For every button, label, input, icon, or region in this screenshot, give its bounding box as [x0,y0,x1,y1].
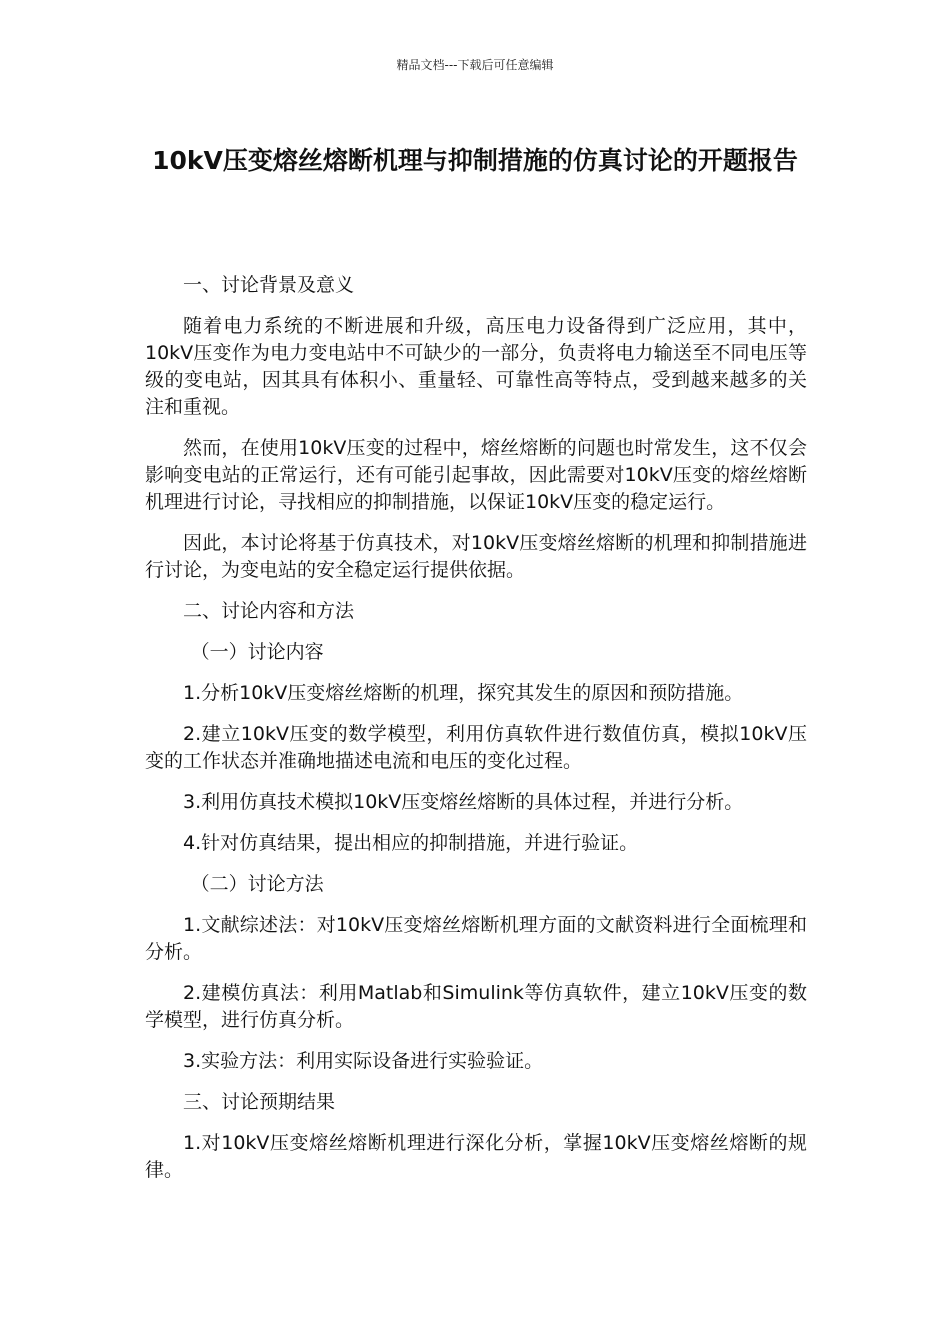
paragraph-background-2: 然而，在使用10kV压变的过程中，熔丝熔断的问题也时常发生，这不仅会影响变电站的正常运行，还有可能引起事故，因此需要对10kV压变的熔丝熔断机理进行讨论，寻找相应的抑制措施，以保证10kV压变的稳定运行。 [145,437,807,513]
method-item-1: 1.文献综述法：对10kV压变熔丝熔断机理方面的文献资料进行全面梳理和分析。 [145,914,807,963]
content-item-4: 4.针对仿真结果，提出相应的抑制措施，并进行验证。 [183,832,639,854]
content-item-1: 1.分析10kV压变熔丝熔断的机理，探究其发生的原因和预防措施。 [183,682,744,704]
section-heading-expected-results: 三、讨论预期结果 [183,1091,336,1113]
section-heading-background: 一、讨论背景及意义 [183,274,355,296]
document-body [145,272,807,1198]
paragraph-background-1: 随着电力系统的不断进展和升级，高压电力设备得到广泛应用，其中，10kV压变作为电力变电站中不可缺少的一部分，负责将电力输送至不同电压等级的变电站，因其具有体积小、重量轻、可靠性高等特点，受到越来越多的关注和重视。 [145,315,807,418]
method-item-3: 3.实验方法：利用实际设备进行实验验证。 [183,1050,544,1072]
subsection-heading-methods: （二）讨论方法 [190,873,324,895]
page-header: 精品文档---下载后可任意编辑 [396,58,554,72]
subsection-heading-content: （一）讨论内容 [190,641,324,663]
content-item-3: 3.利用仿真技术模拟10kV压变熔丝熔断的具体过程，并进行分析。 [183,791,744,813]
document-title: 10kV压变熔丝熔断机理与抑制措施的仿真讨论的开题报告 [152,146,798,175]
method-item-2: 2.建模仿真法：利用Matlab和Simulink等仿真软件，建立10kV压变的数学模型，进行仿真分析。 [145,982,807,1031]
result-item-1: 1.对10kV压变熔丝熔断机理进行深化分析，掌握10kV压变熔丝熔断的规律。 [145,1132,807,1181]
content-item-2: 2.建立10kV压变的数学模型，利用仿真软件进行数值仿真，模拟10kV压变的工作状态并准确地描述电流和电压的变化过程。 [145,723,807,772]
section-heading-content-methods: 二、讨论内容和方法 [183,600,355,622]
paragraph-background-3: 因此，本讨论将基于仿真技术，对10kV压变熔丝熔断的机理和抑制措施进行讨论，为变电站的安全稳定运行提供依据。 [145,532,807,581]
